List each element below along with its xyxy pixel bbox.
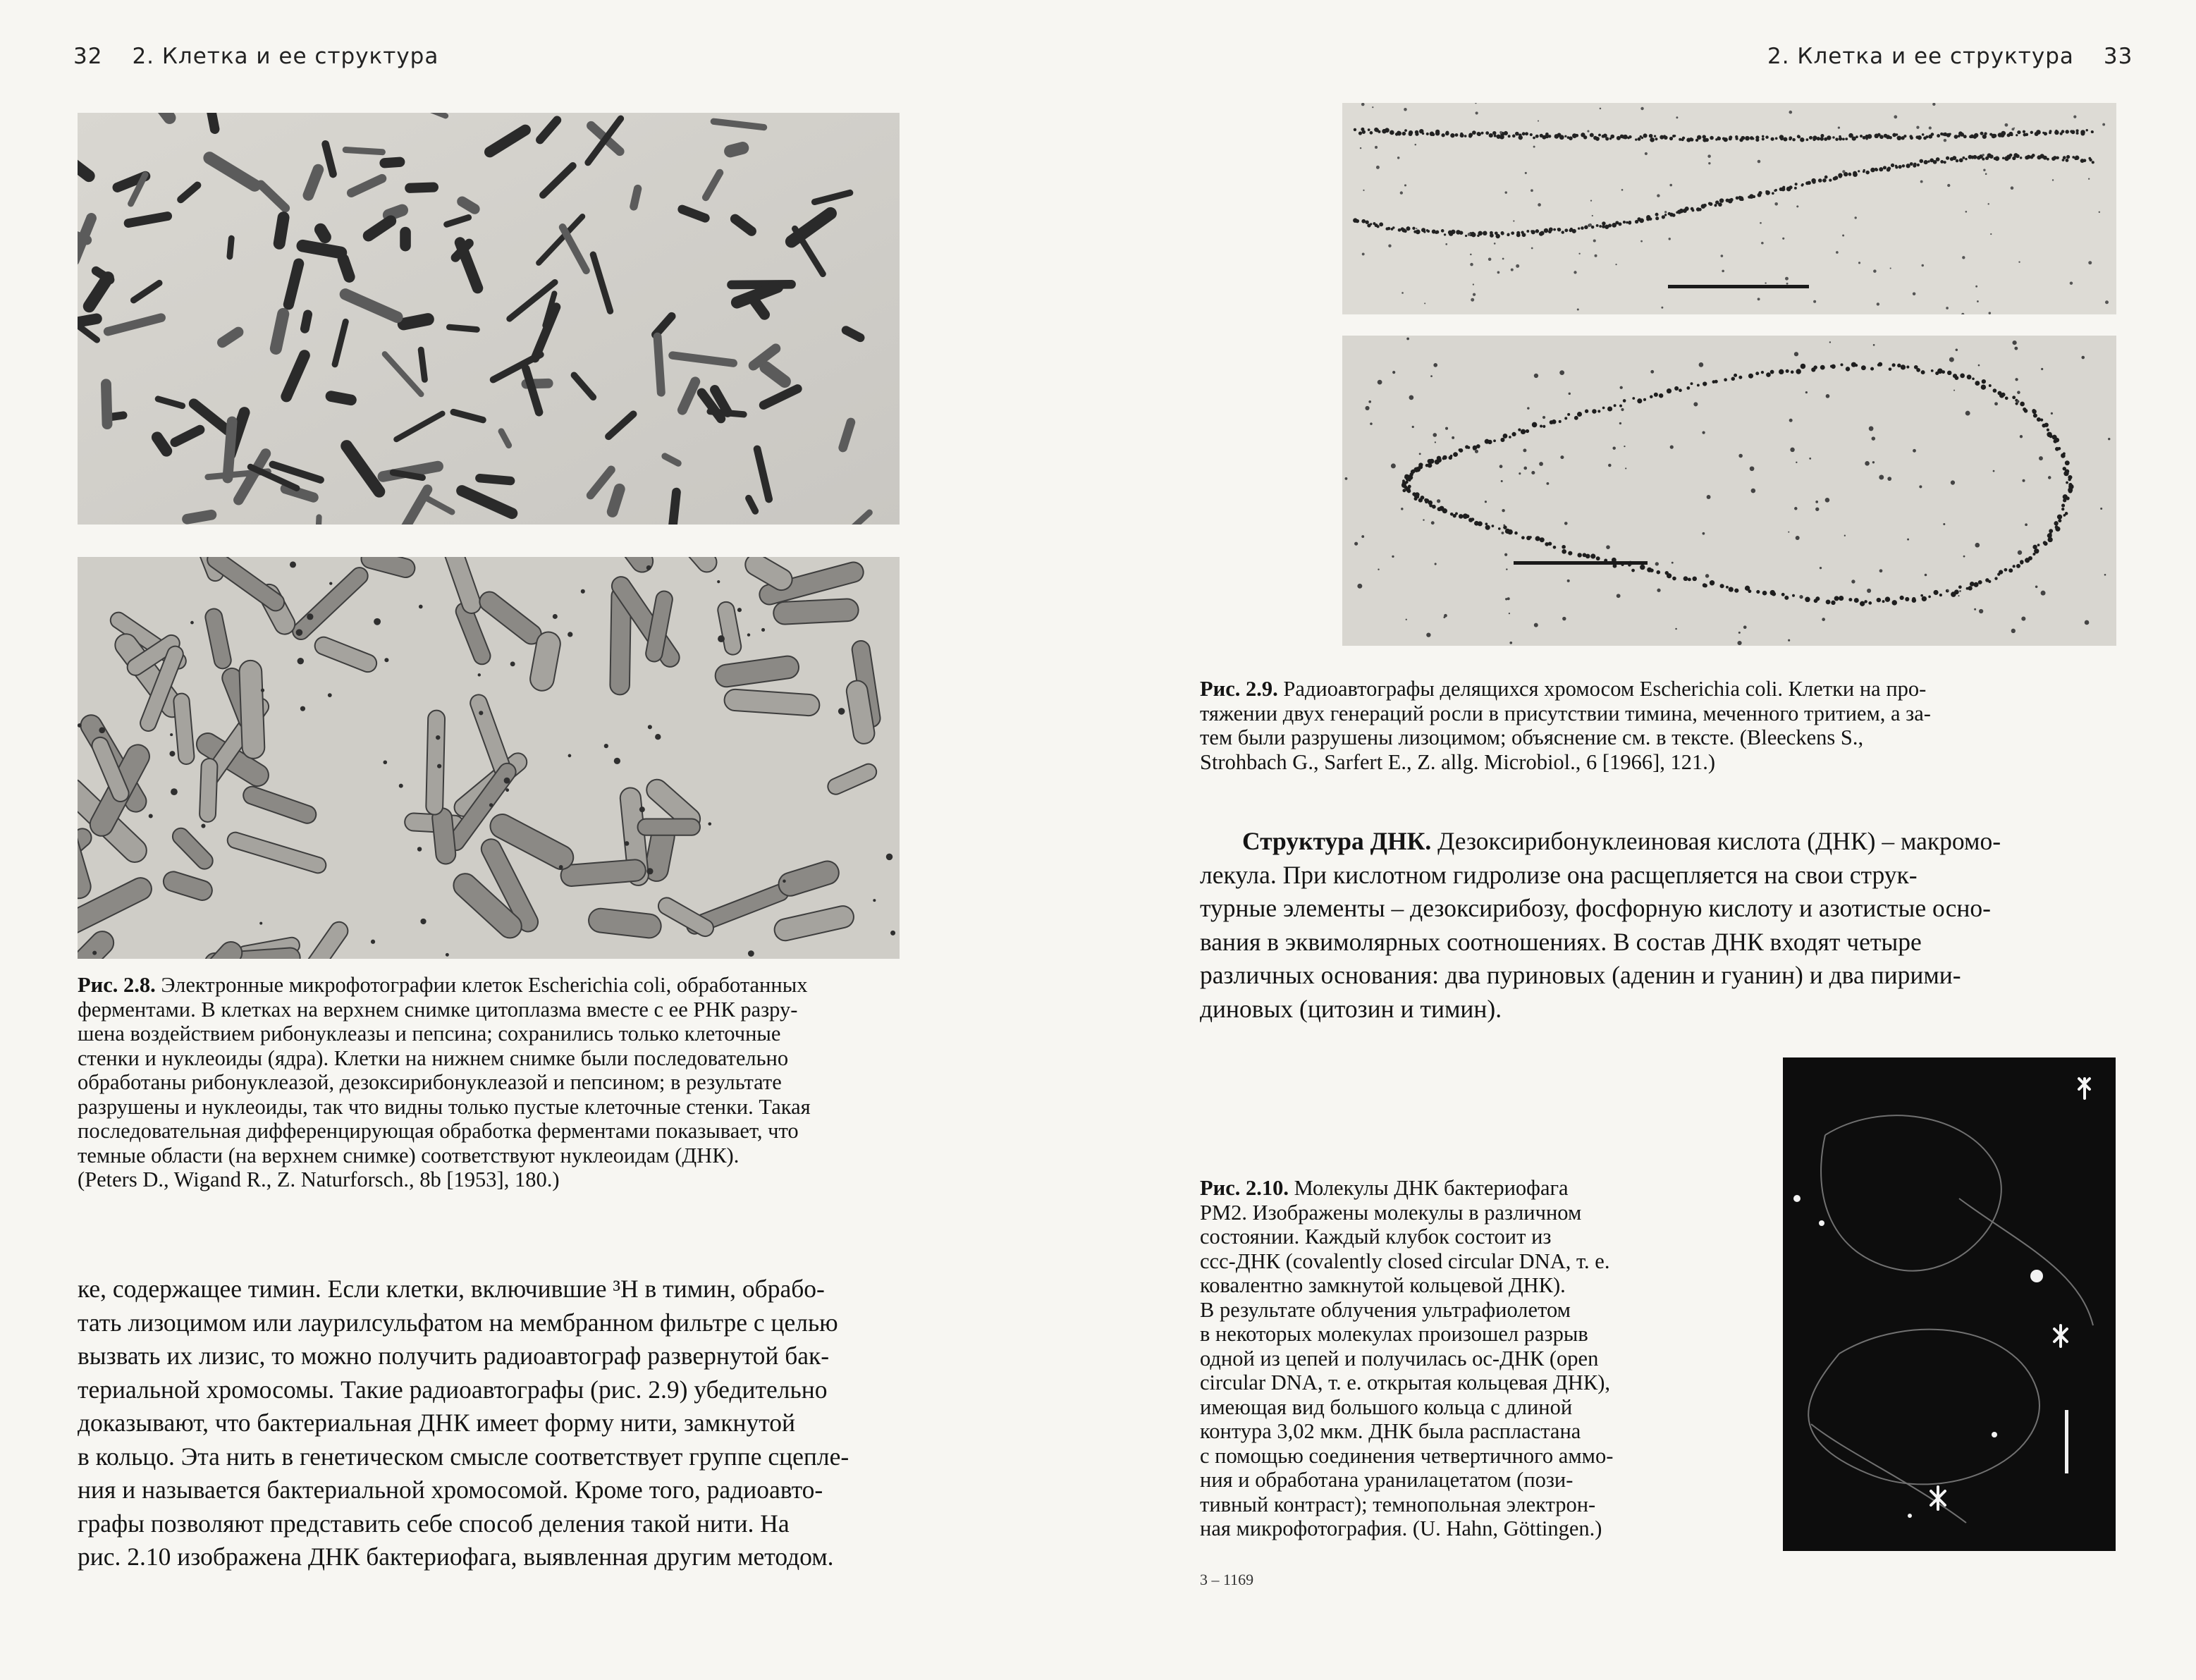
fig-2-8-bottom-micrograph	[78, 557, 900, 959]
body-line: графы позволяют представить себе способ деления такой нити. На	[78, 1509, 790, 1538]
left-body-text	[78, 1273, 1015, 1574]
section-line: различных основания: два пуриновых (аденин и гуанин) и два пирими-	[1200, 961, 1961, 989]
scale-bar	[1514, 561, 1648, 565]
section-line: лекула. При кислотном гидролизе она расщепляется на свои струк-	[1200, 860, 1918, 889]
body-line: тать лизоцимом или лаурилсульфатом на мембранном фильтре с целью	[78, 1308, 838, 1337]
right-running-head	[1767, 44, 2133, 69]
fig-2-9-caption-line: Strohbach G., Sarfert E., Z. allg. Microbiol., 6 [1966], 121.)	[1200, 749, 1716, 774]
fig-2-10-caption-line: в некоторых молекулах произошел разрыв	[1200, 1322, 1588, 1346]
fig-2-8-top-micrograph	[78, 113, 900, 525]
left-page-number: 32	[73, 44, 103, 69]
fig-2-8-caption-line: ферментами. В клетках на верхнем снимке цитоплазма вместе с ее РНК разру-	[78, 997, 798, 1022]
fig-2-9-top-radioautograph	[1342, 103, 2116, 314]
fig-2-9-label: Рис. 2.9.	[1200, 677, 1278, 701]
fig-2-10-darkfield-micrograph	[1783, 1057, 2116, 1551]
left-running-head	[73, 44, 438, 69]
fig-2-8-caption-line: шена воздействием рибонуклеазы и пепсина; сохранились только клеточные	[78, 1022, 781, 1046]
section-line: вания в эквимолярных соотношениях. В состав ДНК входят четыре	[1200, 927, 1922, 956]
right-page	[1098, 0, 2196, 1680]
body-line: ке, содержащее тимин. Если клетки, включившие ³H в тимин, обрабо-	[78, 1275, 825, 1303]
fig-2-10-caption-line: Молекулы ДНК бактериофага	[1294, 1176, 1569, 1200]
fig-2-9-caption	[1200, 677, 2116, 774]
scale-bar	[2065, 1410, 2068, 1473]
section-line: Дезоксирибонуклеиновая кислота (ДНК) – макромо-	[1437, 827, 2001, 855]
fig-2-10-caption-line: PM2. Изображены молекулы в различном	[1200, 1200, 1582, 1225]
body-line: в кольцо. Эта нить в генетическом смысле соответствует группе сцепле-	[78, 1442, 849, 1471]
fig-2-10-caption	[1200, 1176, 1736, 1541]
fig-2-8-caption-line: Электронные микрофотографии клеток Escherichia coli, обработанных	[161, 973, 808, 997]
body-line: териальной хромосомы. Такие радиоавтографы (рис. 2.9) убедительно	[78, 1375, 828, 1404]
scale-bar	[1668, 285, 1809, 288]
fig-2-8-label: Рис. 2.8.	[78, 973, 156, 997]
fig-2-10-caption-line: В результате облучения ультрафиолетом	[1200, 1297, 1571, 1322]
fig-2-10-caption-line: тивный контраст); темнопольная электрон-	[1200, 1492, 1596, 1516]
fig-2-8-caption-line: стенки и нуклеоиды (ядра). Клетки на нижнем снимке были последовательно	[78, 1046, 789, 1070]
fig-2-8-caption-line: последовательная дифференцирующая обработка ферментами показывает, что	[78, 1119, 799, 1143]
fig-2-10-caption-line: состоянии. Каждый клубок состоит из	[1200, 1225, 1552, 1249]
dna-structure-section	[1200, 825, 2116, 1026]
fig-2-10-caption-line: ная микрофотография. (U. Hahn, Göttingen.)	[1200, 1516, 1602, 1540]
fig-2-9-caption-line: тем были разрушены лизоцимом; объяснение см. в тексте. (Bleeckens S.,	[1200, 725, 1864, 749]
fig-2-10-caption-line: circular DNA, т. е. открытая кольцевая ДНК),	[1200, 1371, 1611, 1394]
fig-2-10-caption-line: ccc-ДНК (covalently closed circular DNA, т. е.	[1200, 1249, 1610, 1273]
body-line: ния и называется бактериальной хромосомой. Кроме того, радиоавто-	[78, 1476, 823, 1504]
body-line: доказывают, что бактериальная ДНК имеет форму нити, замкнутой	[78, 1409, 796, 1437]
right-page-number: 33	[2103, 44, 2133, 69]
section-title: Структура ДНК.	[1242, 827, 1432, 855]
fig-2-8-caption-line: темные области (на верхнем снимке) соответствуют нуклеоидам (ДНК).	[78, 1143, 740, 1167]
body-line: вызвать их лизис, то можно получить радиоавтограф развернутой бак-	[78, 1342, 830, 1370]
fig-2-9-bottom-radioautograph	[1342, 336, 2116, 646]
body-line: рис. 2.10 изображена ДНК бактериофага, выявленная другим методом.	[78, 1543, 834, 1571]
fig-2-10-caption-line: имеющая вид большого кольца с длиной	[1200, 1394, 1573, 1419]
fig-2-8-caption-line: обработаны рибонуклеазой, дезоксирибонуклеазой и пепсином; в результате	[78, 1070, 782, 1094]
section-line: турные элементы – дезоксирибозу, фосфорную кислоту и азотистые осно-	[1200, 894, 1991, 922]
section-line: диновых (цитозин и тимин).	[1200, 994, 1502, 1023]
fig-2-8-caption-line: (Peters D., Wigand R., Z. Naturforsch., 8b [1953], 180.)	[78, 1167, 560, 1191]
fig-2-8-caption	[78, 973, 1015, 1192]
left-running-head-title: 2. Клетка и ее структура	[132, 44, 439, 69]
fig-2-10-caption-line: ния и обработана уранилацетатом (пози-	[1200, 1468, 1574, 1492]
fig-2-9-caption-line: Радиоавтографы делящихся хромосом Escherichia coli. Клетки на про-	[1283, 677, 1927, 701]
fig-2-10-label: Рис. 2.10.	[1200, 1176, 1289, 1200]
fig-2-10-caption-line: ковалентно замкнутой кольцевой ДНК).	[1200, 1273, 1566, 1297]
fig-2-10-caption-line: контура 3,02 мкм. ДНК была распластана	[1200, 1419, 1581, 1443]
fig-2-10-caption-line: одной из цепей и получилась oc-ДНК (open	[1200, 1346, 1599, 1371]
fig-2-9-caption-line: тяжении двух генераций росли в присутствии тимина, меченного тритием, а за-	[1200, 701, 1931, 725]
printer-signature: 3 – 1169	[1200, 1571, 1254, 1588]
fig-2-10-caption-line: с помощью соединения четвертичного аммо-	[1200, 1443, 1614, 1468]
fig-2-8-caption-line: разрушены и нуклеоиды, так что видны только пустые клеточные стенки. Такая	[78, 1094, 811, 1119]
right-running-head-title: 2. Клетка и ее структура	[1767, 44, 2074, 69]
